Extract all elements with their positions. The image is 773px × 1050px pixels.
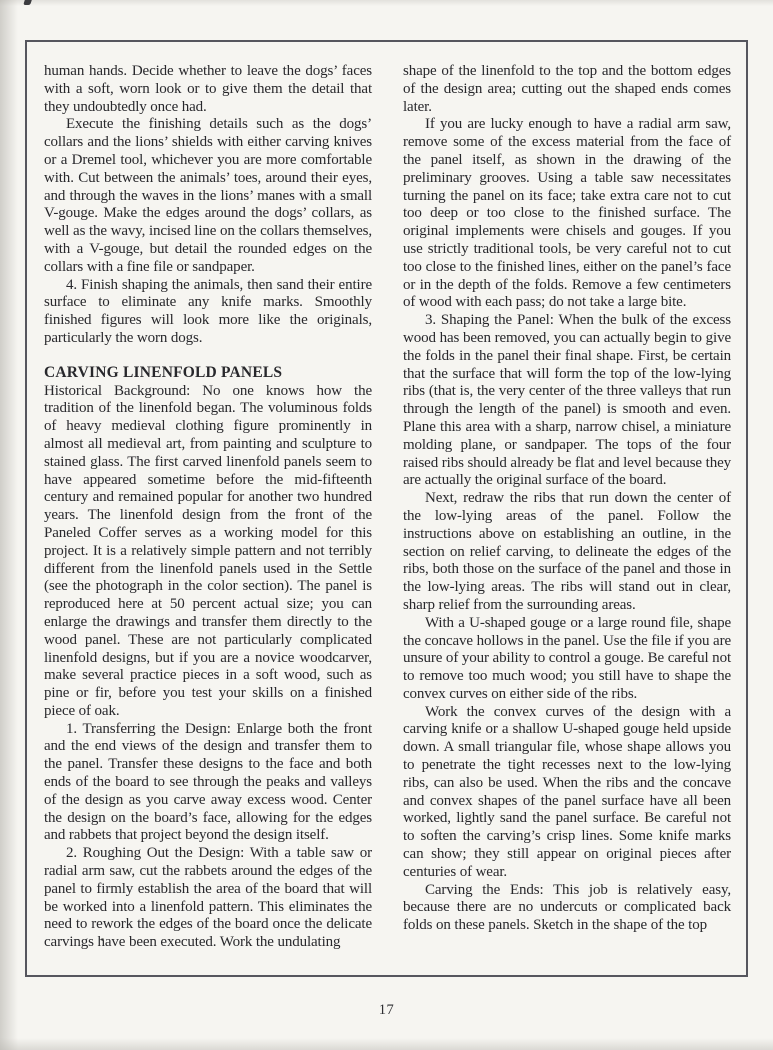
scan-edge-shadow-top [0, 0, 773, 6]
scan-edge-shadow-left [0, 0, 18, 1050]
scan-artifact-mark [23, 0, 32, 5]
text-columns [44, 63, 731, 952]
paragraph-finishing-details: Execute the finishing details such as the dogs’ collars and the lions’ shields with either carving knives or a Dremel tool, whichever you are more comfortable with. Cut between the animals’ toes, around their eyes, and through the waves in the lions’ manes with a small V-gouge. Make the edges around the dogs’ collars, as well as the wavy, incised line on the collars themselves, with a V-gouge, but detail the rounded edges on the collars with a fine file or sandpaper. [44, 116, 372, 275]
left-column [44, 63, 372, 952]
scan-edge-shadow-bottom [0, 1038, 773, 1050]
paragraph-continuation: shape of the linenfold to the top and the bottom edges of the design area; cutting out the shaped ends comes later. [403, 63, 731, 115]
paragraph-carving-the-ends: Carving the Ends: This job is relatively easy, because there are no undercuts or complicated back folds on these panels. Sketch in the shape of the top [403, 881, 731, 934]
paragraph-concave-hollows: With a U-shaped gouge or a large round file, shape the concave hollows in the panel. Use the file if you are unsure of your ability to control a gouge. Be careful not to remove too much wood; you still have to shape the convex curves on either side of the ribs. [403, 614, 731, 702]
paragraph-step-3-shaping: 3. Shaping the Panel: When the bulk of the excess wood has been removed, you can actually begin to give the folds in the panel their final shape. First, be certain that the surface that will form the top of the low-lying ribs (that is, the very center of the three valleys that run through the length of the panel) is smooth and even. Plane this area with a sharp, narrow chisel, a miniature molding plane, or sandpaper. The tops of the four raised ribs should already be flat and level because they are actually the original surface of the board. [403, 312, 731, 489]
paragraph-continuation: human hands. Decide whether to leave the dogs’ faces with a soft, worn look or to give them the detail that they undoubtedly once had. [44, 63, 372, 115]
section-heading: CARVING LINENFOLD PANELS [44, 363, 283, 381]
right-column [403, 63, 731, 952]
paragraph-radial-arm-saw: If you are lucky enough to have a radial arm saw, remove some of the excess material from the face of the panel itself, as shown in the drawing of the preliminary grooves. Using a table saw necessitates turning the panel on its face; take extra care not to cut too deep or too close to the finished surface. The original implements were chisels and gouges. If you use strictly traditional tools, be very careful not to cut too close to the finished lines, either on the panel’s face or in the depth of the folds. Remove a few centimeters of wood with each pass; do not take a large bite. [403, 116, 731, 311]
paragraph-step-4: 4. Finish shaping the animals, then sand their entire surface to eliminate any knife marks. Smoothly finished figures will look more like the originals, particularly the worn dogs. [44, 276, 372, 346]
paragraph-convex-curves: Work the convex curves of the design with a carving knife or a shallow U-shaped gouge held upside down. A small triangular file, whose shape allows you to penetrate the tight recesses next to the low-lying ribs, can also be used. When the ribs and the concave and convex shapes of the panel surface have all been worked, lightly sand the panel surface. Be careful not to soften the carving’s crisp lines. Some knife marks can show; they still appear on original pieces after centuries of wear. [403, 703, 731, 880]
page-number: 17 [378, 1002, 395, 1018]
paragraph-historical-background: Historical Background: No one knows how the tradition of the linenfold began. The voluminous folds of heavy medieval clothing figure prominently in almost all medieval art, from painting and sculpture to stained glass. The first carved linenfold panels seem to have appeared sometime before the mid-fifteenth century and remained popular for another two hundred years. The linenfold design from the front of the Paneled Coffer serves as a working model for this project. It is a relatively simple pattern and not terribly different from the linenfold panels used in the Settle (see the photograph in the color section). The panel is reproduced here at 50 percent actual size; you can enlarge the drawings and transfer them directly to the wood panel. These are not particularly complicated linenfold designs, but if you are a novice woodcarver, make several practice pieces in a soft wood, such as pine or fir, before you test your skills on a finished piece of oak. [44, 382, 372, 719]
paragraph-step-2-roughing: 2. Roughing Out the Design: With a table saw or radial arm saw, cut the rabbets around the edges of the panel to firmly establish the area of the board that will be worked into a linenfold pattern. This eliminates the need to rework the edges of the board once the delicate carvings have been executed. Work the undulating [44, 845, 372, 951]
paragraph-redraw-ribs: Next, redraw the ribs that run down the center of the low-lying areas of the panel. Follow the instructions above on establishing an outline, in the section on relief carving, to delineate the edges of the ribs, both those on the surface of the panel and those in the low-lying areas. The ribs will stand out in clear, sharp relief from the surrounding areas. [403, 490, 731, 613]
paragraph-step-1-transferring: 1. Transferring the Design: Enlarge both the front and the end views of the design and transfer them to the panel. Transfer these designs to the face and both ends of the board to see through the peaks and valleys of the design as you carve away excess wood. Center the design on the board’s face, allowing for the edges and rabbets that project beyond the design itself. [44, 720, 372, 844]
